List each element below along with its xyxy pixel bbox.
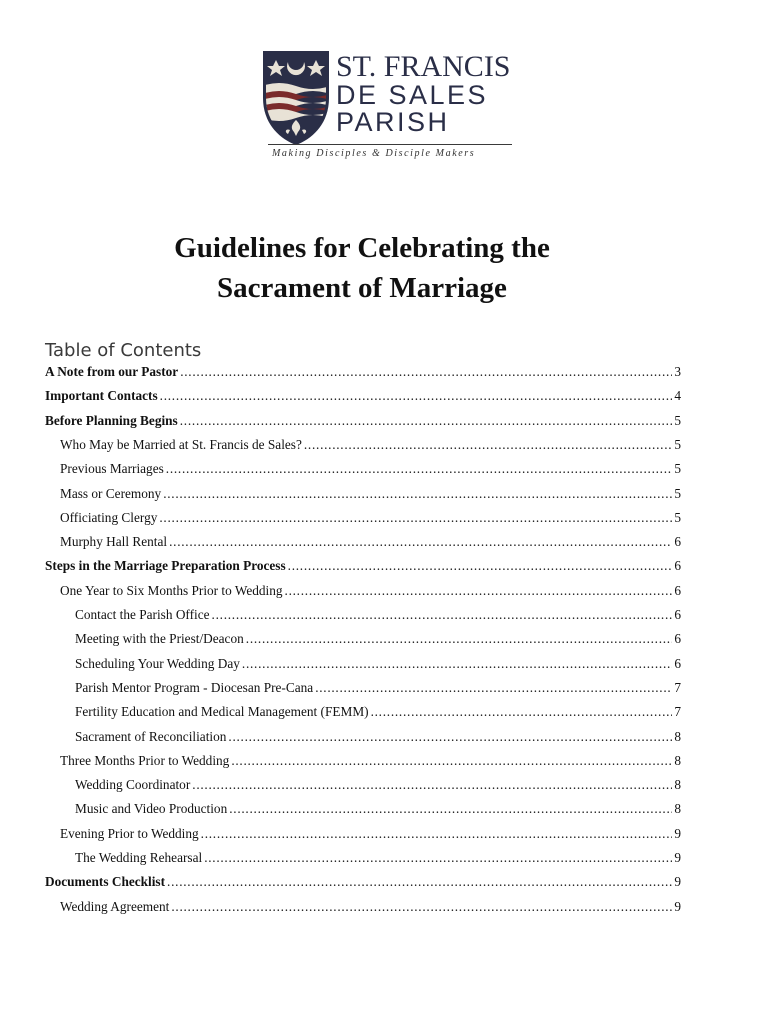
toc-entry-label: Officiating Clergy xyxy=(60,509,158,525)
toc-entry-page: 5 xyxy=(674,436,681,452)
toc-entry-label: Wedding Coordinator xyxy=(75,777,191,793)
toc-entry-label: Who May be Married at St. Francis de Sales? xyxy=(60,436,302,452)
toc-entry-label: Music and Video Production xyxy=(75,801,228,817)
toc-entry-page: 7 xyxy=(674,704,681,720)
toc-leader-dots xyxy=(288,558,673,574)
toc-entry[interactable] xyxy=(75,631,681,649)
toc-entry[interactable] xyxy=(60,753,681,771)
toc-leader-dots xyxy=(315,680,672,696)
toc-leader-dots xyxy=(180,364,672,380)
toc-entry-page: 9 xyxy=(674,850,681,865)
toc-leader-dots xyxy=(192,777,672,793)
toc-entry-label: Sacrament of Reconciliation xyxy=(75,728,227,744)
toc-entry[interactable] xyxy=(45,558,681,576)
toc-entry[interactable] xyxy=(60,510,681,528)
toc-entry-page: 6 xyxy=(674,607,681,622)
toc-entry-page: 8 xyxy=(674,728,681,744)
toc-leader-dots xyxy=(166,461,673,477)
toc-entry[interactable] xyxy=(75,607,681,625)
toc-leader-dots xyxy=(246,631,673,647)
toc-entry-label: Meeting with the Priest/Deacon xyxy=(75,631,244,647)
parish-name-line2: DE SALES xyxy=(336,80,489,110)
parish-logo xyxy=(262,50,512,162)
toc-leader-dots xyxy=(229,801,672,817)
toc-entry[interactable] xyxy=(45,388,681,406)
parish-shield-icon xyxy=(262,50,330,144)
toc-entry-page: 6 xyxy=(674,558,681,574)
toc-entry-label: Three Months Prior to Wedding xyxy=(60,752,230,768)
toc-leader-dots xyxy=(231,753,672,769)
toc-entry-page: 9 xyxy=(674,825,681,841)
toc-leader-dots xyxy=(163,486,672,502)
document-title xyxy=(0,228,724,308)
toc-entry[interactable] xyxy=(60,583,681,601)
toc-entry[interactable] xyxy=(45,413,681,431)
toc-entry-page: 8 xyxy=(674,777,681,793)
toc-entry-label: Evening Prior to Wedding xyxy=(60,825,199,841)
toc-entry-label: The Wedding Rehearsal xyxy=(75,850,203,865)
parish-name-line3: PARISH xyxy=(336,107,450,137)
toc-entry[interactable] xyxy=(45,364,681,382)
toc-leader-dots xyxy=(285,583,673,599)
toc-entry[interactable] xyxy=(60,899,681,917)
toc-leader-dots xyxy=(171,899,672,915)
toc-entry-label: Murphy Hall Rental xyxy=(60,534,168,550)
toc-leader-dots xyxy=(228,729,672,745)
toc-entry[interactable] xyxy=(75,729,681,747)
toc-entry-page: 3 xyxy=(674,364,681,379)
toc-entry-label: Contact the Parish Office xyxy=(75,607,210,622)
toc-entry-label: Mass or Ceremony xyxy=(60,485,162,501)
toc-entry-page: 6 xyxy=(674,631,681,647)
toc-entry[interactable] xyxy=(75,850,681,868)
toc-entry[interactable] xyxy=(60,437,681,455)
toc-entry[interactable] xyxy=(60,461,681,479)
toc-leader-dots xyxy=(180,413,673,429)
toc-entry-page: 6 xyxy=(674,534,681,550)
toc-entry-page: 9 xyxy=(674,874,681,890)
toc-entry-label: A Note from our Pastor xyxy=(45,364,179,379)
parish-tagline: Making Disciples & Disciple Makers xyxy=(272,148,476,159)
toc-leader-dots xyxy=(242,656,672,672)
toc-entry-page: 6 xyxy=(674,655,681,671)
toc-entry-label: One Year to Six Months Prior to Wedding xyxy=(60,582,283,598)
toc-entry-page: 5 xyxy=(674,509,681,525)
toc-entry-page: 9 xyxy=(674,898,681,914)
toc-entry-page: 5 xyxy=(674,485,681,501)
toc-entry[interactable] xyxy=(60,534,681,552)
toc-entry-label: Important Contacts xyxy=(45,388,158,404)
toc-entry[interactable] xyxy=(75,801,681,819)
toc-entry-label: Before Planning Begins xyxy=(45,412,178,428)
toc-entry[interactable] xyxy=(75,777,681,795)
toc-leader-dots xyxy=(159,510,672,526)
toc-entry-page: 5 xyxy=(674,412,681,428)
toc-leader-dots xyxy=(212,607,673,623)
toc-entry-label: Previous Marriages xyxy=(60,461,164,477)
toc-entry-page: 4 xyxy=(674,388,681,404)
document-title-line2: Sacrament of Marriage xyxy=(217,272,507,304)
toc-leader-dots xyxy=(204,850,672,866)
toc-entry-label: Wedding Agreement xyxy=(60,898,170,914)
toc-entry-label: Scheduling Your Wedding Day xyxy=(75,655,240,671)
toc-entry-label: Parish Mentor Program - Diocesan Pre-Cana xyxy=(75,679,314,695)
toc-entry[interactable] xyxy=(60,826,681,844)
toc-leader-dots xyxy=(167,874,672,890)
toc-entry-label: Fertility Education and Medical Management (FEMM) xyxy=(75,704,369,720)
toc-entry-page: 8 xyxy=(674,801,681,817)
parish-name-line1: ST. FRANCIS xyxy=(336,50,511,83)
toc-leader-dots xyxy=(201,826,673,842)
tagline-divider xyxy=(268,144,512,145)
toc-entry[interactable] xyxy=(75,656,681,674)
toc-entry-page: 8 xyxy=(674,752,681,768)
toc-entry-page: 7 xyxy=(674,679,681,695)
toc-leader-dots xyxy=(160,388,673,404)
toc-entry-page: 6 xyxy=(674,582,681,598)
toc-entry[interactable] xyxy=(45,874,681,892)
toc-entry[interactable] xyxy=(75,704,681,722)
toc-leader-dots xyxy=(371,704,673,720)
toc-entry-page: 5 xyxy=(674,461,681,477)
toc-heading: Table of Contents xyxy=(45,340,202,361)
parish-name xyxy=(336,50,512,136)
document-title-line1: Guidelines for Celebrating the xyxy=(174,232,550,264)
toc-entry-label: Steps in the Marriage Preparation Process xyxy=(45,558,286,574)
toc-entry[interactable] xyxy=(60,486,681,504)
toc-entry[interactable] xyxy=(75,680,681,698)
toc-leader-dots xyxy=(304,437,672,453)
toc-leader-dots xyxy=(169,534,672,550)
toc-entry-label: Documents Checklist xyxy=(45,874,166,890)
